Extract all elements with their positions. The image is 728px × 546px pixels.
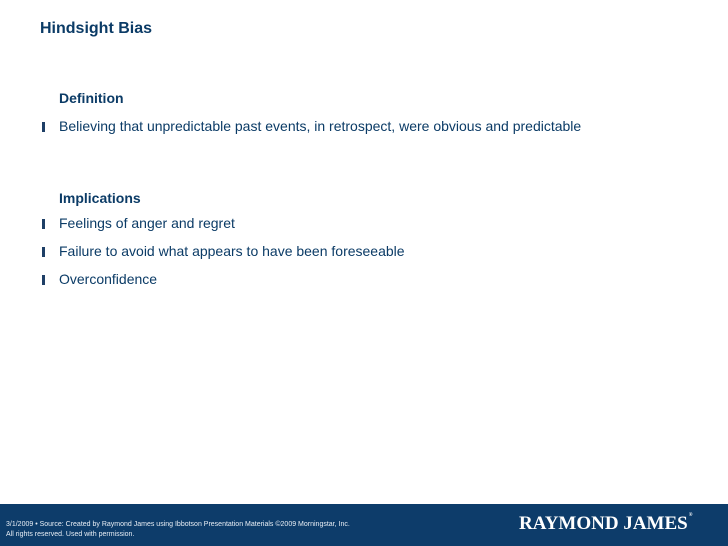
bullet-marker [42,275,45,285]
implications-heading: Implications [59,190,141,206]
footer-line-1: 3/1/2009 • Source: Created by Raymond James using Ibbotson Presentation Materials ©2009 Morningstar, Inc. [6,521,350,528]
implications-bullet-text: Feelings of anger and regret [59,215,235,231]
bullet-marker [42,247,45,257]
implications-bullet-text: Overconfidence [59,271,158,287]
footer-bar [0,504,728,546]
bullet-marker [42,122,45,132]
implications-bullet-text: Failure to avoid what appears to have been foreseeable [59,243,405,259]
bullet-marker [42,219,45,229]
logo-text: RAYMOND JAMES [519,513,688,534]
footer-line-2: All rights reserved. Used with permission. [6,531,135,538]
footer-source-text [6,520,350,540]
registered-mark: ® [688,513,693,518]
definition-heading: Definition [59,90,124,106]
raymond-james-logo [519,513,692,535]
slide-title: Hindsight Bias [40,20,153,37]
definition-bullet-text: Believing that unpredictable past events, in retrospect, were obvious and predictable [59,118,582,134]
